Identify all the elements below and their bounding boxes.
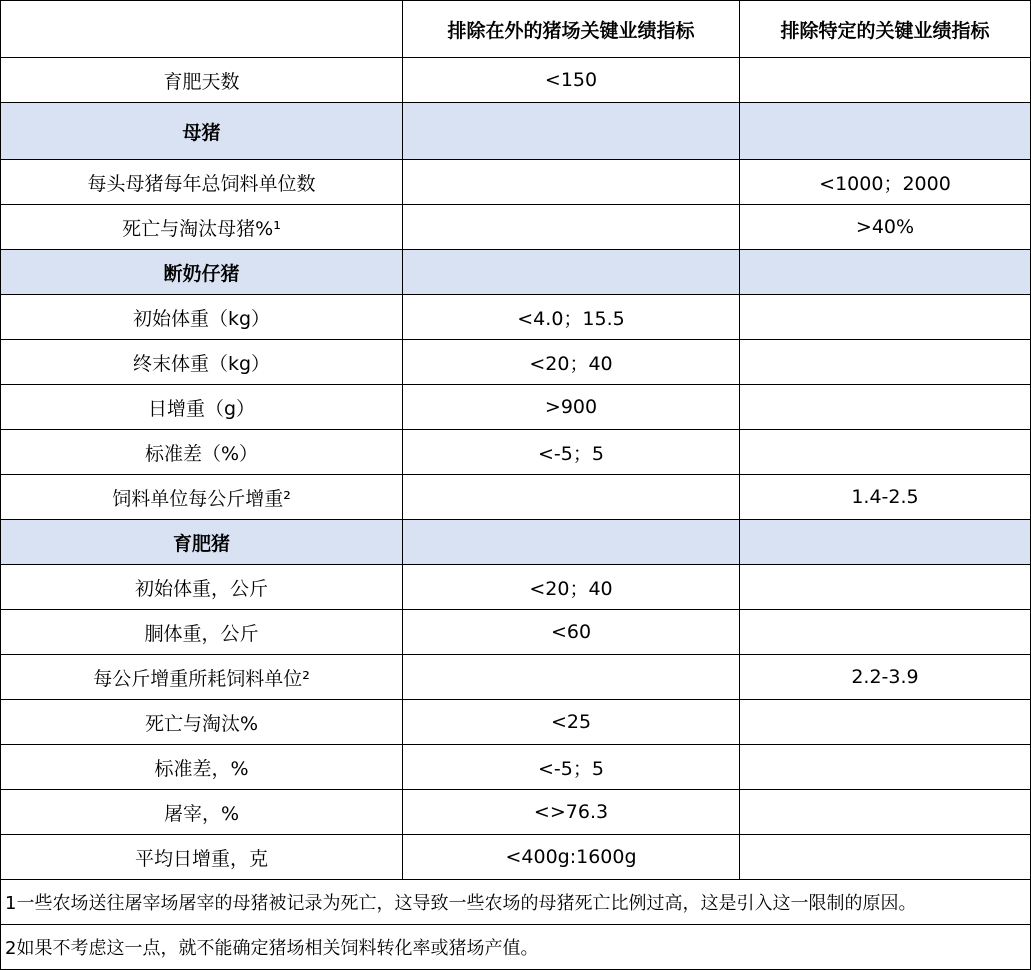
- excluded-farm-value: [403, 103, 740, 160]
- excluded-farm-value: >900: [403, 385, 740, 430]
- excluded-farm-value: [403, 205, 740, 250]
- excluded-kpi-value: >40%: [740, 205, 1031, 250]
- indicator-cell: 母猪: [1, 103, 403, 160]
- excluded-farm-value: <25: [403, 700, 740, 745]
- excluded-kpi-value: [740, 58, 1031, 103]
- indicator-cell: 标准差，%: [1, 745, 403, 790]
- section-row: [1, 250, 1031, 295]
- excluded-farm-value: <>76.3: [403, 790, 740, 835]
- excluded-kpi-value: [740, 790, 1031, 835]
- excluded-farm-value: [403, 475, 740, 520]
- indicator-cell: 死亡与淘汰母猪%¹: [1, 205, 403, 250]
- indicator-cell: 断奶仔猪: [1, 250, 403, 295]
- indicator-cell: 日增重（g）: [1, 385, 403, 430]
- excluded-kpi-value: [740, 610, 1031, 655]
- indicator-cell: 终末体重（kg）: [1, 340, 403, 385]
- table-row: [1, 745, 1031, 790]
- excluded-kpi-value: 2.2-3.9: [740, 655, 1031, 700]
- table-header-row: [1, 1, 1031, 58]
- excluded-kpi-value: [740, 565, 1031, 610]
- excluded-farm-value: <400g:1600g: [403, 835, 740, 880]
- footnote-text: 1一些农场送往屠宰场屠宰的母猪被记录为死亡，这导致一些农场的母猪死亡比例过高，这是引入这一限制的原因。: [1, 880, 1031, 925]
- header-excluded-farm-kpi: 排除在外的猪场关键业绩指标: [403, 1, 740, 58]
- footnote-text: 2如果不考虑这一点，就不能确定猪场相关饲料转化率或猪场产值。: [1, 925, 1031, 970]
- excluded-kpi-value: [740, 385, 1031, 430]
- excluded-kpi-value: [740, 700, 1031, 745]
- excluded-farm-value: <-5；5: [403, 430, 740, 475]
- indicator-cell: 胴体重，公斤: [1, 610, 403, 655]
- table-row: [1, 655, 1031, 700]
- excluded-kpi-value: [740, 103, 1031, 160]
- table-row: [1, 610, 1031, 655]
- footnote-row: [1, 925, 1031, 970]
- table-row: [1, 790, 1031, 835]
- excluded-kpi-value: [740, 520, 1031, 565]
- indicator-cell: 饲料单位每公斤增重²: [1, 475, 403, 520]
- indicator-cell: 屠宰，%: [1, 790, 403, 835]
- header-indicator-cell: [1, 1, 403, 58]
- table-row: [1, 58, 1031, 103]
- indicator-cell: 初始体重（kg）: [1, 295, 403, 340]
- excluded-farm-value: [403, 655, 740, 700]
- excluded-kpi-value: [740, 250, 1031, 295]
- header-excluded-specific-kpi: 排除特定的关键业绩指标: [740, 1, 1031, 58]
- table-row: [1, 700, 1031, 745]
- section-row: [1, 520, 1031, 565]
- footnote-row: [1, 880, 1031, 925]
- excluded-kpi-value: [740, 835, 1031, 880]
- table-row: [1, 475, 1031, 520]
- excluded-farm-value: <4.0；15.5: [403, 295, 740, 340]
- indicator-cell: 育肥猪: [1, 520, 403, 565]
- excluded-kpi-value: [740, 430, 1031, 475]
- excluded-kpi-value: <1000；2000: [740, 160, 1031, 205]
- indicator-cell: 育肥天数: [1, 58, 403, 103]
- excluded-kpi-value: [740, 340, 1031, 385]
- excluded-farm-value: <60: [403, 610, 740, 655]
- kpi-table-body: [1, 1, 1031, 970]
- excluded-kpi-value: [740, 745, 1031, 790]
- excluded-farm-value: [403, 160, 740, 205]
- table-row: [1, 340, 1031, 385]
- table-row: [1, 205, 1031, 250]
- table-row: [1, 160, 1031, 205]
- excluded-farm-value: <20；40: [403, 565, 740, 610]
- indicator-cell: 标准差（%）: [1, 430, 403, 475]
- excluded-kpi-value: [740, 295, 1031, 340]
- indicator-cell: 初始体重，公斤: [1, 565, 403, 610]
- excluded-farm-value: [403, 520, 740, 565]
- excluded-farm-value: [403, 250, 740, 295]
- excluded-kpi-value: 1.4-2.5: [740, 475, 1031, 520]
- table-row: [1, 430, 1031, 475]
- table-row: [1, 835, 1031, 880]
- table-row: [1, 295, 1031, 340]
- excluded-farm-value: <20；40: [403, 340, 740, 385]
- indicator-cell: 死亡与淘汰%: [1, 700, 403, 745]
- section-row: [1, 103, 1031, 160]
- table-row: [1, 385, 1031, 430]
- excluded-farm-value: <150: [403, 58, 740, 103]
- indicator-cell: 平均日增重，克: [1, 835, 403, 880]
- excluded-farm-value: <-5；5: [403, 745, 740, 790]
- indicator-cell: 每头母猪每年总饲料单位数: [1, 160, 403, 205]
- indicator-cell: 每公斤增重所耗饲料单位²: [1, 655, 403, 700]
- table-row: [1, 565, 1031, 610]
